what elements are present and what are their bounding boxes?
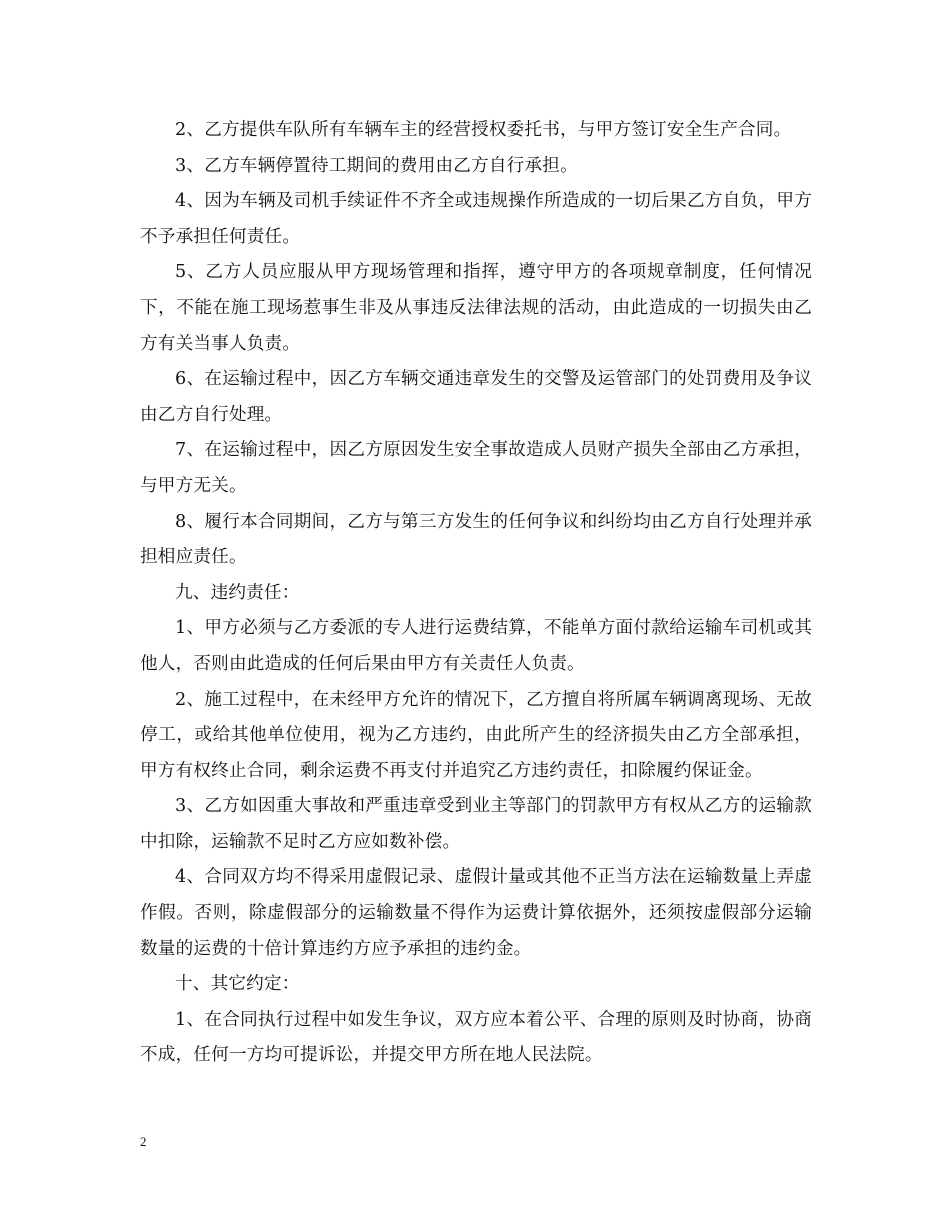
clause-8-8: 8、履行本合同期间，乙方与第三方发生的任何争议和纠纷均由乙方自行处理并承担相应责任。	[140, 511, 812, 568]
clause-10-1: 1、在合同执行过程中如发生争议，双方应本着公平、合理的原则及时协商，协商不成，任何一方均可提诉讼，并提交甲方所在地人民法院。	[140, 1009, 812, 1066]
clause-8-6: 6、在运输过程中，因乙方车辆交通违章发生的交警及运管部门的处罚费用及争议由乙方自行处理。	[140, 369, 812, 425]
clause-8-7: 7、在运输过程中，因乙方原因发生安全事故造成人员财产损失全部由乙方承担，与甲方无关。	[140, 440, 812, 496]
clause-9-2: 2、施工过程中，在未经甲方允许的情况下，乙方擅自将所属车辆调离现场、无故停工，或给其他单位使用，视为乙方违约，由此所产生的经济损失由乙方全部承担，甲方有权终止合同，剩余运费不再支付并追究乙方违约责任，扣除履约保证金。	[140, 689, 812, 781]
clause-9-1: 1、甲方必须与乙方委派的专人进行运费结算，不能单方面付款给运输车司机或其他人，否则由此造成的任何后果由甲方有关责任人负责。	[140, 618, 812, 674]
document-body	[140, 113, 812, 1074]
clause-8-2: 2、乙方提供车队所有车辆车主的经营授权委托书，与甲方签订安全生产合同。	[175, 120, 792, 140]
clause-8-3: 3、乙方车辆停置待工期间的费用由乙方自行承担。	[175, 155, 578, 176]
clause-8-4: 4、因为车辆及司机手续证件不齐全或违规操作所造成的一切后果乙方自负，甲方不予承担任何责任。	[140, 191, 812, 247]
section-heading-10: 十、其它约定：	[175, 974, 300, 995]
page-number: 2	[140, 1134, 147, 1149]
clause-9-4: 4、合同双方均不得采用虚假记录、虚假计量或其他不正当方法在运输数量上弄虚作假。否则，除虚假部分的运输数量不得作为运费计算依据外，还须按虚假部分运输数量的运费的十倍计算违约方应予承担的违约金。	[140, 867, 812, 959]
section-heading-9: 九、违约责任：	[175, 582, 300, 603]
clause-9-3: 3、乙方如因重大事故和严重违章受到业主等部门的罚款甲方有权从乙方的运输款中扣除，运输款不足时乙方应如数补偿。	[140, 796, 812, 852]
clause-8-5: 5、乙方人员应服从甲方现场管理和指挥，遵守甲方的各项规章制度，任何情况下，不能在施工现场惹事生非及从事违反法律法规的活动，由此造成的一切损失由乙方有关当事人负责。	[140, 262, 812, 354]
